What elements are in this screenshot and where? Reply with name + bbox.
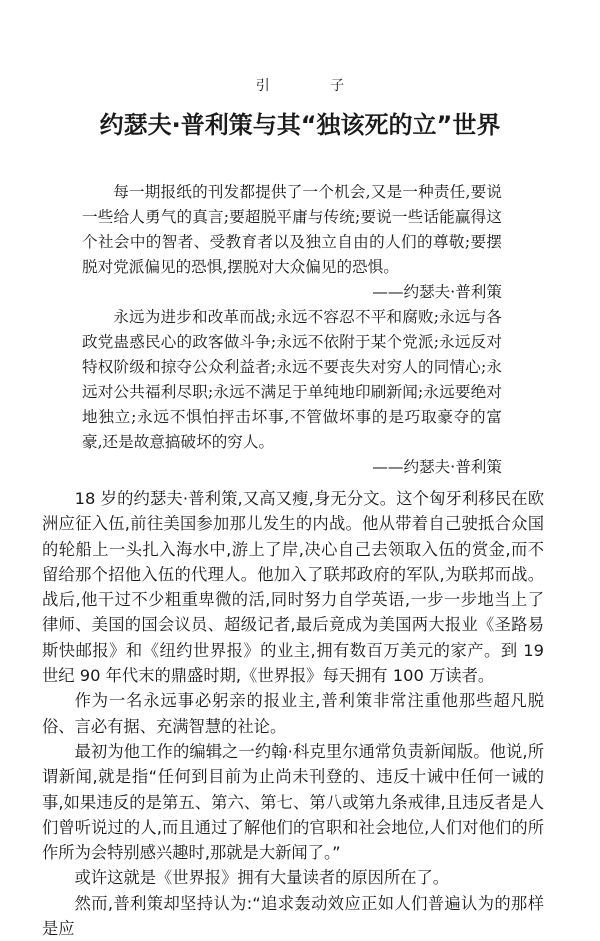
epigraph — [82, 305, 502, 480]
body-paragraph: 18 岁的约瑟夫·普利策,又高又瘦,身无分文。这个匈牙利移民在欧洲应征入伍,前往美国参加那儿发生的内战。他从带着自己驶抵合众国的轮船上一头扎入海水中,游上了岸,决心自己去领取入伍的赏金,而不留给那个招他入伍的代理人。他加入了联邦政府的军队,为联邦而战。战后,他干过不少粗重卑微的活,同时努力自学英语,一步一步地当上了律师、美国的国会议员、超级记者,最后竟成为美国两大报业《圣路易斯快邮报》和《纽约世界报》的业主,拥有数百万美元的家产。到 19 世纪 90 年代末的鼎盛时期,《世界报》每天拥有 100 万读者。 — [42, 489, 544, 686]
section-label: 引 子 — [255, 78, 373, 94]
body-paragraph: 最初为他工作的编辑之一约翰·科克里尔通常负责新闻版。他说,所谓新闻,就是指“任何到目前为止尚未刊登的、违反十诫中任何一诫的事,如果违反的是第五、第六、第七、第八或第九条戒律,且违反者是人们曾听说过的人,而且通过了解他们的官职和社会地位,人们对他们的所作所为会特别感兴趣时,那就是大新闻了。” — [42, 741, 544, 863]
epigraph-text: 每一期报纸的刊发都提供了一个机会,又是一种责任,要说一些给人勇气的真言;要超脱平庸与传统;要说一些话能赢得这个社会中的智者、受教育者以及独立自由的人们的尊敬;要摆脱对党派偏见的恐惧,摆脱对大众偏见的恐惧。 — [82, 183, 502, 276]
epigraph-text: 永远为进步和改革而战;永远不容忍不平和腐败;永远与各政党蛊惑民心的政客做斗争;永远不依附于某个党派;永远反对特权阶级和掠夺公众利益者;永远不要丧失对穷人的同情心;永远对公共福利尽职;永远不满足于单纯地印刷新闻;永远要绝对地独立;永远不惧怕抨击坏事,不管做坏事的是巧取豪夺的富豪,还是故意搞破坏的穷人。 — [82, 308, 502, 451]
body-text — [42, 486, 544, 941]
epigraph-attribution: ——约瑟夫·普利策 — [372, 458, 502, 476]
body-paragraph: 或许这就是《世界报》拥有大量读者的原因所在了。 — [74, 868, 450, 888]
body-paragraph: 作为一名永远事必躬亲的报业主,普利策非常注重他那些超凡脱俗、言必有据、充满智慧的社论。 — [42, 691, 544, 736]
epigraph-attribution: ——约瑟夫·普利策 — [372, 283, 502, 301]
epigraph — [82, 180, 502, 305]
body-paragraph: 然而,普利策却坚持认为:“追求轰动效应正如人们普遍认为的那样是应 — [42, 893, 544, 939]
chapter-title: 约瑟夫·普利策与其“独该死的立”世界 — [99, 111, 501, 139]
